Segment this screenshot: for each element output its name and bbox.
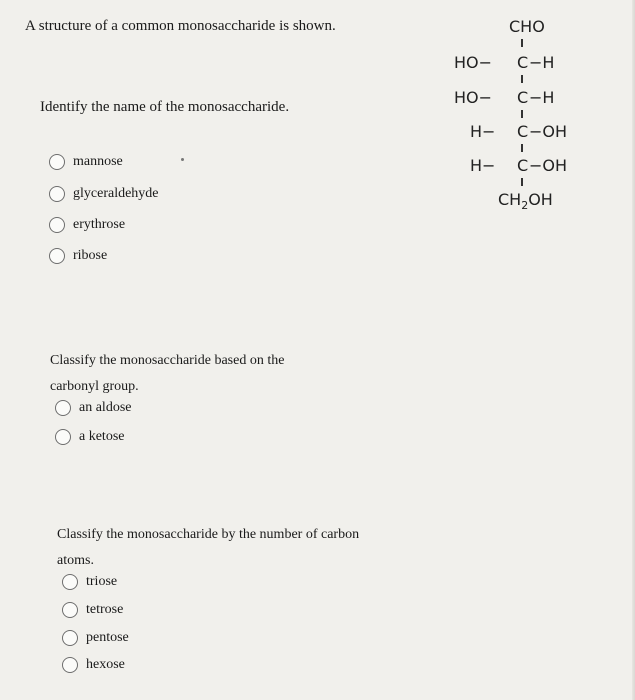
- row-2-right: −H: [529, 88, 555, 107]
- question-1-prompt: Identify the name of the monosaccharide.: [40, 99, 290, 115]
- radio-button[interactable]: [49, 248, 65, 264]
- radio-button[interactable]: [49, 217, 65, 233]
- bond-line: [521, 178, 523, 186]
- row-4-right: −OH: [529, 156, 568, 175]
- radio-button[interactable]: [62, 574, 78, 590]
- bond-line: [521, 144, 523, 152]
- ch-text: CH: [498, 190, 522, 209]
- option-label: mannose: [73, 154, 123, 169]
- bond-line: [521, 75, 523, 83]
- option-label: triose: [86, 574, 118, 589]
- row-4-carbon: C: [517, 156, 529, 175]
- question-2-line-1: Classify the monosaccharide based on the: [50, 353, 285, 368]
- option-hexose[interactable]: [62, 657, 125, 673]
- option-label: hexose: [86, 657, 125, 672]
- bond-line: [521, 110, 523, 118]
- row-1-right: −H: [529, 53, 555, 72]
- option-label: pentose: [86, 630, 129, 645]
- aldehyde-group: CHO: [509, 17, 545, 36]
- option-erythrose[interactable]: [49, 217, 125, 233]
- subscript-2: 2: [521, 199, 529, 213]
- radio-button[interactable]: [62, 602, 78, 618]
- option-label: an aldose: [79, 400, 132, 415]
- stray-dot: [181, 158, 184, 161]
- radio-button[interactable]: [49, 154, 65, 170]
- radio-button[interactable]: [55, 400, 71, 416]
- option-triose[interactable]: [62, 574, 117, 590]
- row-4-left: H−: [470, 156, 496, 175]
- option-tetrose[interactable]: [62, 602, 123, 618]
- option-ribose[interactable]: [49, 248, 107, 264]
- option-ketose[interactable]: [55, 429, 124, 445]
- row-3-right: −OH: [529, 122, 568, 141]
- row-2-left: HO−: [454, 88, 493, 107]
- radio-button[interactable]: [62, 657, 78, 673]
- row-3-carbon: C: [517, 122, 529, 141]
- bond-line: [521, 39, 523, 47]
- question-2-line-2: carbonyl group.: [50, 379, 139, 394]
- question-3-line-1: Classify the monosaccharide by the number of carbon: [57, 527, 360, 542]
- row-1-carbon: C: [517, 53, 529, 72]
- row-2-carbon: C: [517, 88, 529, 107]
- row-1-left: HO−: [454, 53, 493, 72]
- option-aldose[interactable]: [55, 400, 131, 416]
- option-label: a ketose: [79, 429, 125, 444]
- oh-text: OH: [528, 190, 553, 209]
- radio-button[interactable]: [55, 429, 71, 445]
- option-label: ribose: [73, 248, 108, 263]
- question-2-prompt: [50, 348, 284, 400]
- question-3-line-2: atoms.: [57, 553, 94, 568]
- option-label: erythrose: [73, 217, 126, 232]
- radio-button[interactable]: [49, 186, 65, 202]
- option-pentose[interactable]: [62, 630, 129, 646]
- row-3-left: H−: [470, 122, 496, 141]
- option-mannose[interactable]: [49, 154, 123, 170]
- radio-button[interactable]: [62, 630, 78, 646]
- option-label: tetrose: [86, 602, 124, 617]
- question-intro: A structure of a common monosaccharide is shown.: [25, 18, 336, 34]
- question-3-prompt: [57, 522, 359, 574]
- hydroxymethyl-group: [498, 190, 553, 212]
- option-label: glyceraldehyde: [73, 186, 159, 201]
- option-glyceraldehyde[interactable]: [49, 186, 159, 202]
- fischer-projection: [430, 12, 580, 212]
